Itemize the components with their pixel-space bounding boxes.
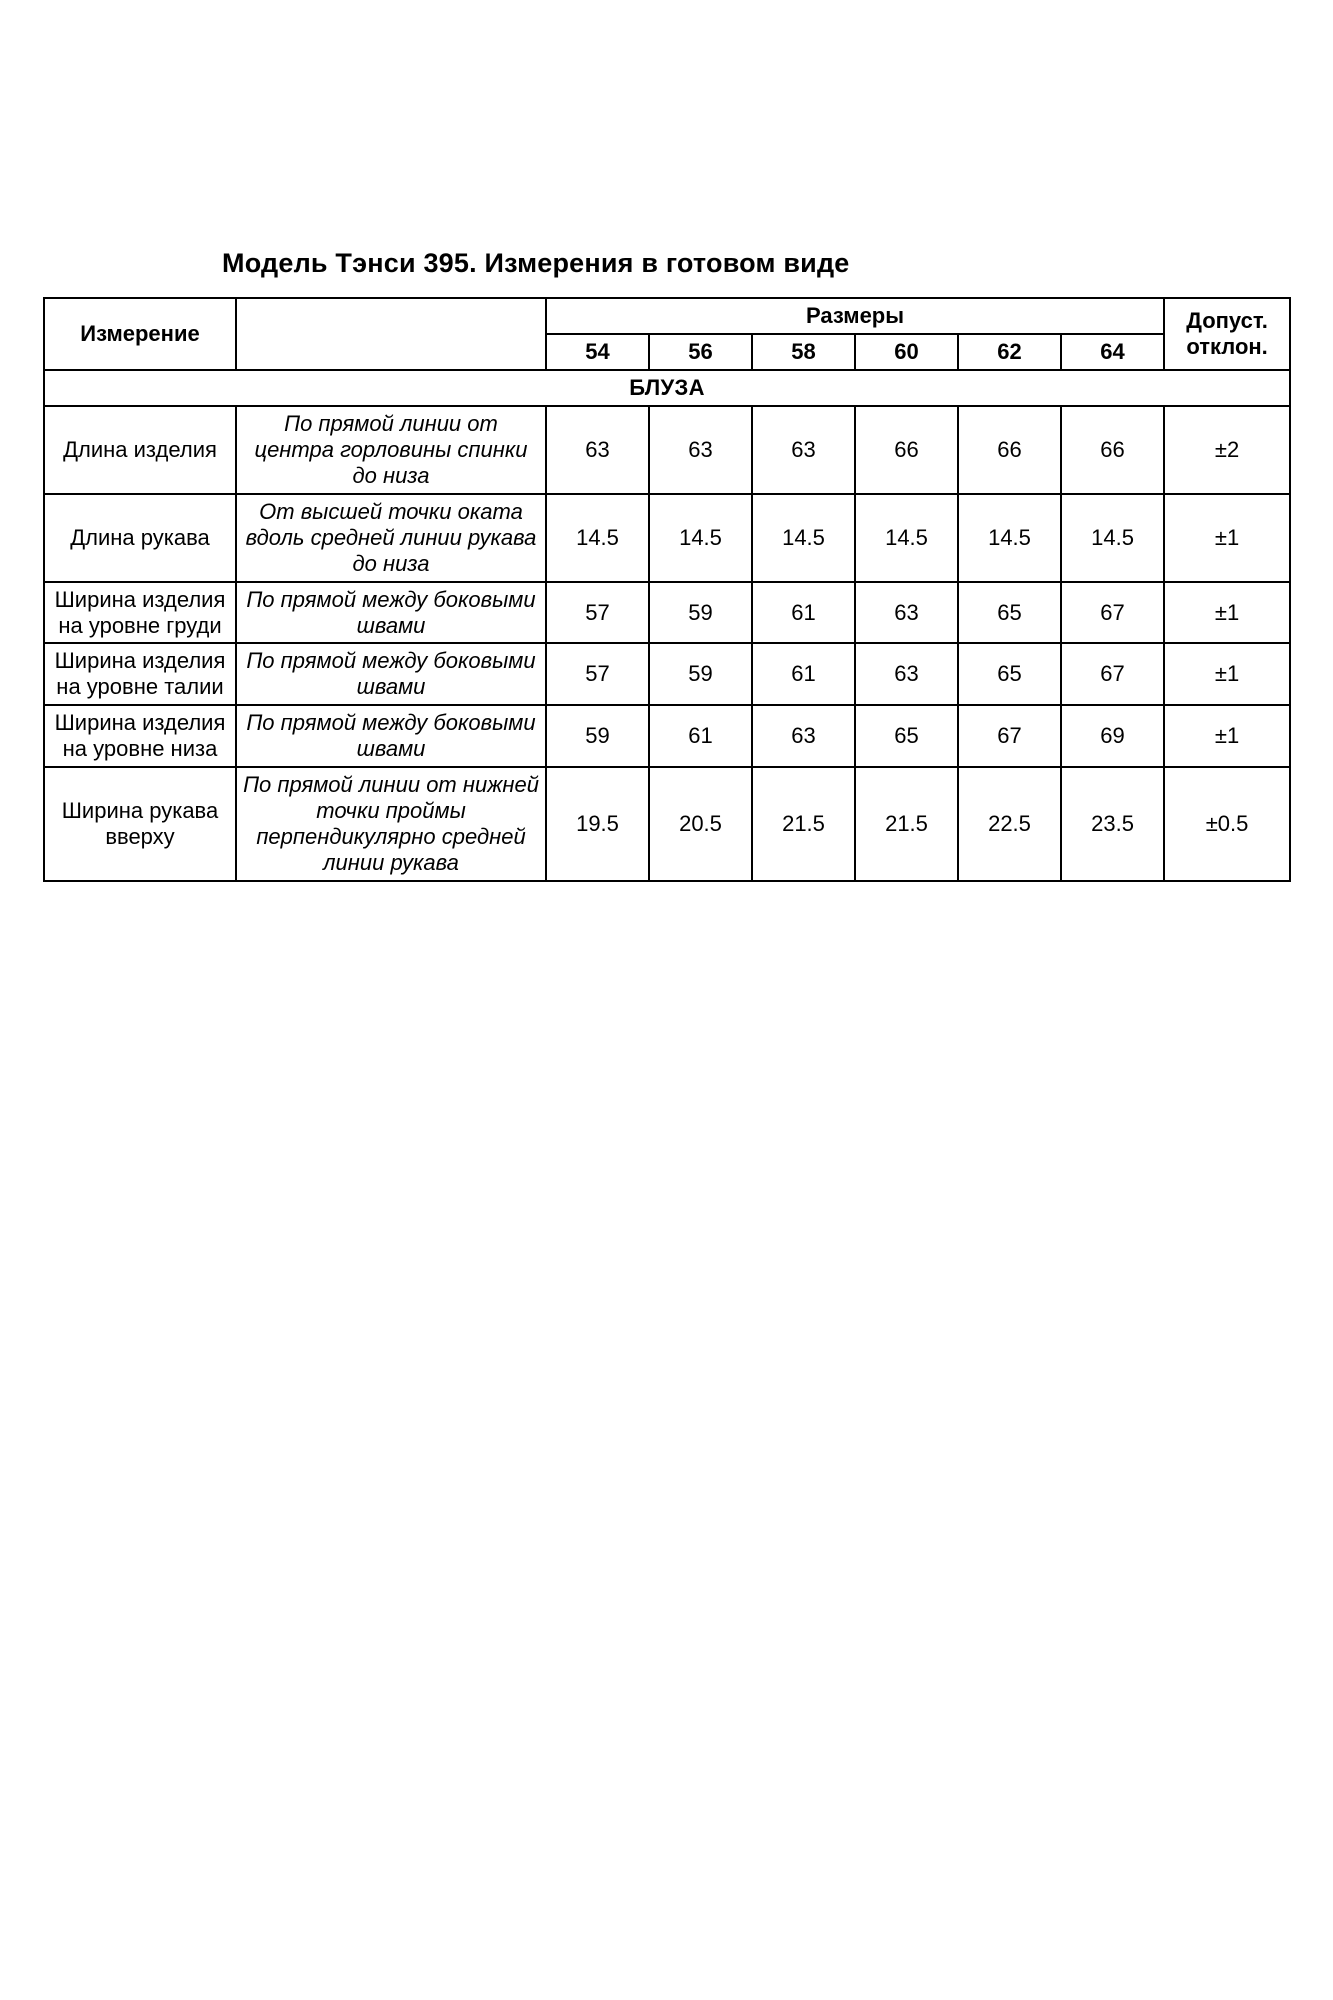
- row-value-56: 59: [649, 582, 752, 644]
- row-value-62: 67: [958, 705, 1061, 767]
- row-name: Длина рукава: [44, 494, 236, 582]
- table-row: [44, 406, 1290, 494]
- row-deviation: ±1: [1164, 643, 1290, 705]
- size-header-64: 64: [1061, 334, 1164, 370]
- row-value-56: 63: [649, 406, 752, 494]
- row-description: По прямой между боковыми швами: [236, 643, 546, 705]
- row-deviation: ±0.5: [1164, 767, 1290, 881]
- page-title: Модель Тэнси 395. Измерения в готовом виде: [222, 248, 850, 278]
- row-value-54: 57: [546, 643, 649, 705]
- row-value-54: 63: [546, 406, 649, 494]
- row-value-60: 63: [855, 643, 958, 705]
- row-value-64: 67: [1061, 643, 1164, 705]
- row-value-60: 65: [855, 705, 958, 767]
- row-value-60: 66: [855, 406, 958, 494]
- row-name: Длина изделия: [44, 406, 236, 494]
- row-value-56: 59: [649, 643, 752, 705]
- column-header-deviation: [1164, 298, 1290, 370]
- row-deviation: ±2: [1164, 406, 1290, 494]
- row-value-60: 21.5: [855, 767, 958, 881]
- row-value-62: 66: [958, 406, 1061, 494]
- row-description: От высшей точки оката вдоль средней линии рукава до низа: [236, 494, 546, 582]
- row-description: По прямой линии от нижней точки проймы перпендикулярно средней линии рукава: [236, 767, 546, 881]
- row-value-58: 14.5: [752, 494, 855, 582]
- table-row: [44, 643, 1290, 705]
- section-label: БЛУЗА: [44, 370, 1290, 406]
- deviation-label-line1: Допуст.: [1186, 308, 1268, 333]
- row-value-58: 21.5: [752, 767, 855, 881]
- section-row-blouse: [44, 370, 1290, 406]
- row-value-62: 22.5: [958, 767, 1061, 881]
- row-value-56: 14.5: [649, 494, 752, 582]
- row-value-54: 57: [546, 582, 649, 644]
- row-value-58: 63: [752, 406, 855, 494]
- row-value-64: 69: [1061, 705, 1164, 767]
- row-description: По прямой между боковыми швами: [236, 705, 546, 767]
- row-value-60: 63: [855, 582, 958, 644]
- row-value-58: 63: [752, 705, 855, 767]
- row-value-64: 66: [1061, 406, 1164, 494]
- row-deviation: ±1: [1164, 494, 1290, 582]
- size-header-58: 58: [752, 334, 855, 370]
- row-value-60: 14.5: [855, 494, 958, 582]
- table-row: [44, 705, 1290, 767]
- row-name: Ширина изделия на уровне талии: [44, 643, 236, 705]
- row-value-62: 65: [958, 582, 1061, 644]
- row-value-58: 61: [752, 643, 855, 705]
- row-value-64: 14.5: [1061, 494, 1164, 582]
- column-header-sizes: Размеры: [546, 298, 1164, 334]
- row-description: По прямой между боковыми швами: [236, 582, 546, 644]
- row-value-56: 61: [649, 705, 752, 767]
- row-value-54: 59: [546, 705, 649, 767]
- size-header-62: 62: [958, 334, 1061, 370]
- row-value-62: 65: [958, 643, 1061, 705]
- column-header-measurement: Измерение: [44, 298, 236, 370]
- row-value-54: 14.5: [546, 494, 649, 582]
- row-value-54: 19.5: [546, 767, 649, 881]
- row-description: По прямой линии от центра горловины спинки до низа: [236, 406, 546, 494]
- size-header-60: 60: [855, 334, 958, 370]
- row-name: Ширина рукава вверху: [44, 767, 236, 881]
- row-deviation: ±1: [1164, 582, 1290, 644]
- deviation-label-line2: отклон.: [1186, 333, 1268, 359]
- row-deviation: ±1: [1164, 705, 1290, 767]
- row-value-64: 67: [1061, 582, 1164, 644]
- row-value-62: 14.5: [958, 494, 1061, 582]
- table-row: [44, 582, 1290, 644]
- row-value-56: 20.5: [649, 767, 752, 881]
- table-row: [44, 494, 1290, 582]
- size-header-56: 56: [649, 334, 752, 370]
- row-value-58: 61: [752, 582, 855, 644]
- row-name: Ширина изделия на уровне низа: [44, 705, 236, 767]
- size-header-54: 54: [546, 334, 649, 370]
- row-name: Ширина изделия на уровне груди: [44, 582, 236, 644]
- table-row: [44, 767, 1290, 881]
- row-value-64: 23.5: [1061, 767, 1164, 881]
- column-header-description: [236, 298, 546, 370]
- measurements-table: [43, 297, 1291, 882]
- table-header-row-1: [44, 298, 1290, 334]
